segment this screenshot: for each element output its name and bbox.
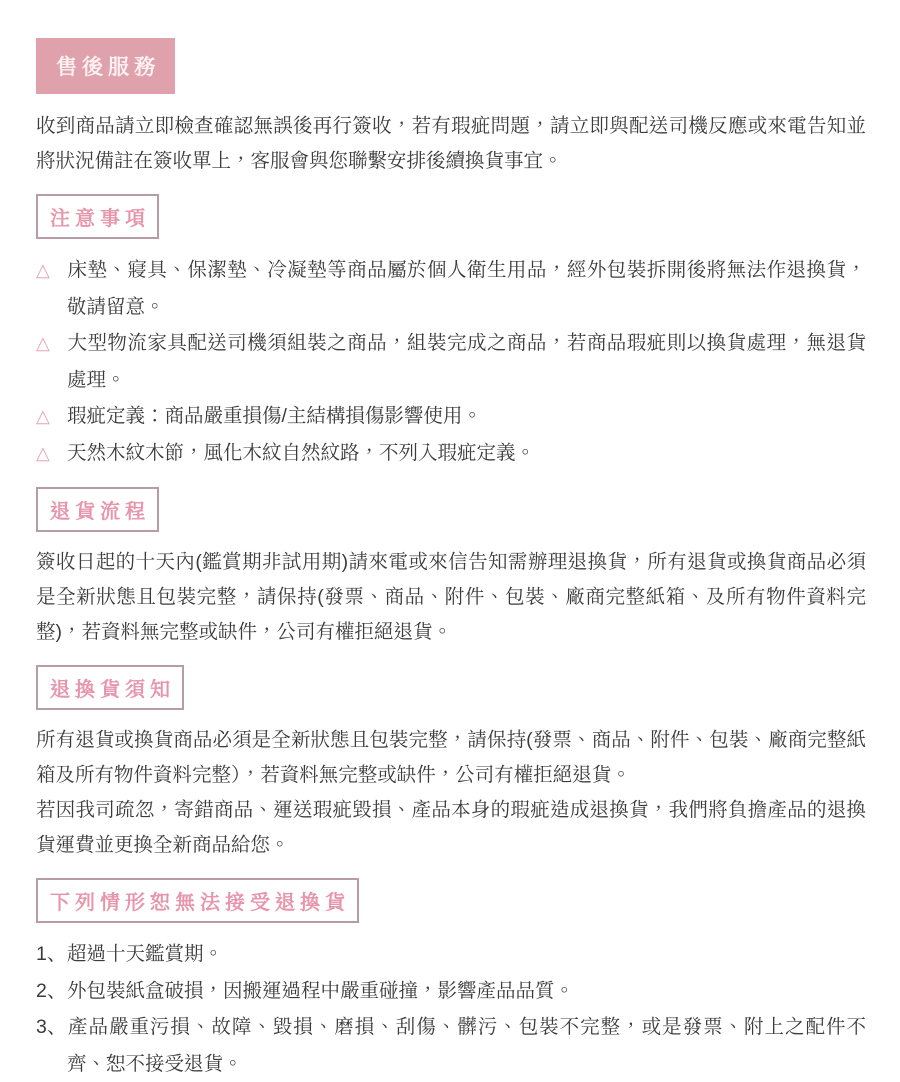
triangle-icon: △ (36, 333, 50, 353)
rejected-case-item (36, 1009, 866, 1082)
section-notice (36, 192, 866, 471)
notice-item-text: 天然木紋木節，風化木紋自然紋路，不列入瑕疵定義。 (67, 441, 536, 464)
heading-return-notes: 退換貨須知 (36, 665, 184, 710)
rejected-case-text: 外包裝紙盒破損，因搬運過程中嚴重碰撞，影響產品品質。 (67, 979, 575, 1002)
section-return-process (36, 485, 866, 650)
rejected-case-text: 超過十天鑑賞期。 (67, 943, 224, 965)
rejected-case-text: 產品嚴重污損、故障、毀損、磨損、刮傷、髒污、包裝不完整，或是發票、附上之配件不齊、恕不接受退貨。 (67, 1016, 866, 1075)
rejected-cases-list (36, 936, 866, 1082)
after-sales-service-badge: 售後服務 (36, 38, 175, 94)
triangle-icon: △ (36, 406, 50, 426)
list-number: 1、 (36, 943, 67, 965)
heading-notice: 注意事項 (36, 194, 159, 239)
list-number: 2、 (36, 979, 67, 1002)
rejected-case-item (36, 973, 866, 1010)
triangle-icon: △ (36, 442, 50, 463)
notice-item (36, 325, 866, 398)
notice-item-text: 瑕疵定義：商品嚴重損傷/主結構損傷影響使用。 (67, 405, 482, 427)
heading-return-process: 退貨流程 (36, 487, 159, 532)
return-notes-paragraph-2: 若因我司疏忽，寄錯商品、運送瑕疵毀損、產品本身的瑕疵造成退換貨，我們將負擔產品的退換貨運費並更換全新商品給您。 (36, 799, 866, 856)
section-return-notes (36, 663, 866, 863)
notice-item-text: 大型物流家具配送司機須組裝之商品，組裝完成之商品，若商品瑕疵則以換貨處理，無退貨處理。 (67, 332, 866, 391)
triangle-icon: △ (36, 260, 50, 280)
notice-item (36, 435, 866, 472)
intro-paragraph: 收到商品請立即檢查確認無誤後再行簽收，若有瑕疵問題，請立即與配送司機反應或來電告知並將狀況備註在簽收單上，客服會與您聯繫安排後續換貨事宜。 (36, 115, 866, 172)
section-rejected-cases (36, 876, 866, 1082)
notice-item (36, 252, 866, 325)
return-notes-paragraph-1: 所有退貨或換貨商品必須是全新狀態且包裝完整，請保持(發票、商品、附件、包裝、廠商完整紙箱及所有物件資料完整），若資料無完整或缺件，公司有權拒絕退貨。 (36, 729, 866, 786)
notice-item (36, 398, 866, 435)
heading-rejected-cases: 下列情形恕無法接受退換貨 (36, 878, 359, 923)
rejected-case-item (36, 936, 866, 973)
notice-list (36, 252, 866, 471)
notice-item-text: 床墊、寢具、保潔墊、冷凝墊等商品屬於個人衛生用品，經外包裝拆開後將無法作退換貨，敬請留意。 (67, 259, 866, 318)
return-process-paragraph: 簽收日起的十天內(鑑賞期非試用期)請來電或來信告知需辦理退換貨，所有退貨或換貨商品必須是全新狀態且包裝完整，請保持(發票、商品、附件、包裝、廠商完整紙箱、及所有物件資料完整)，若資料無完整或缺件，公司有權拒絕退貨。 (36, 551, 866, 643)
list-number: 3、 (36, 1016, 67, 1038)
